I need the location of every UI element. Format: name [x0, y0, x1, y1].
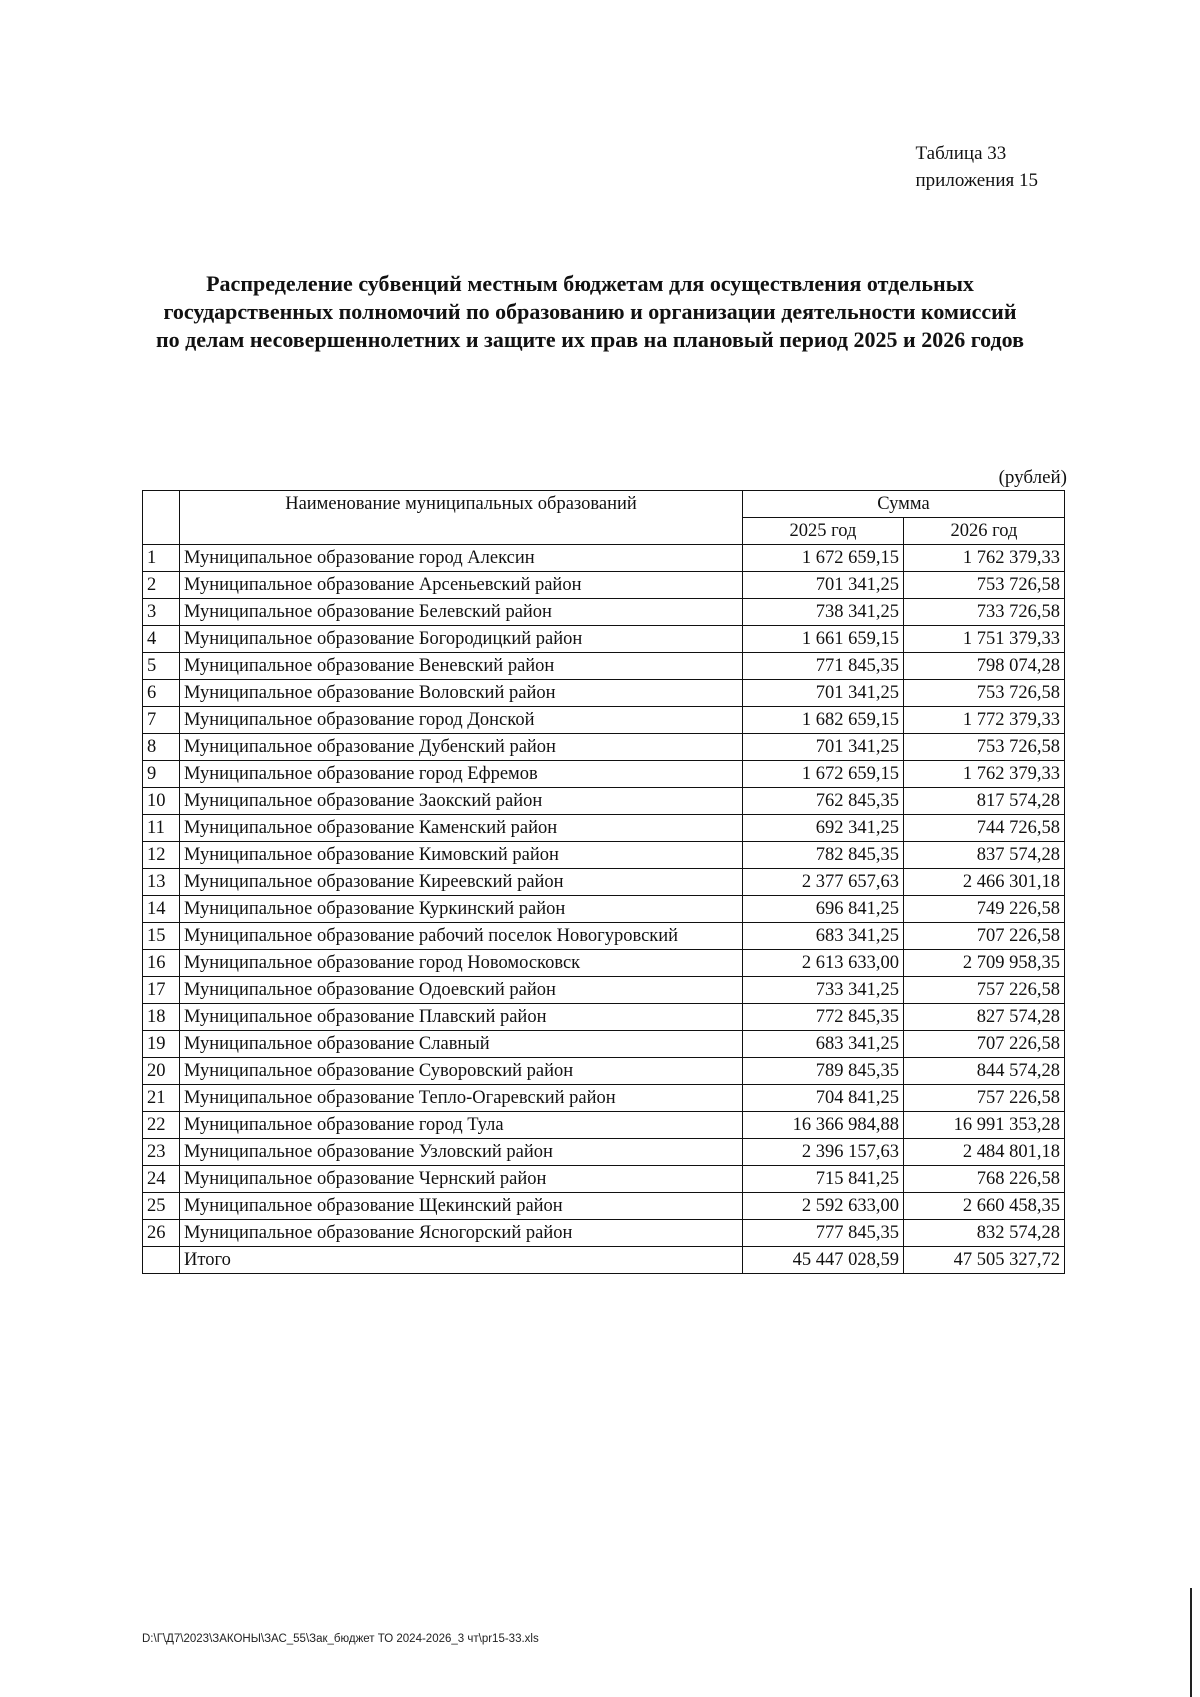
- row-number: 15: [143, 923, 180, 950]
- table-row: [143, 1085, 1065, 1112]
- row-2025: 701 341,25: [743, 680, 904, 707]
- row-2026: 1 772 379,33: [904, 707, 1065, 734]
- total-2026: 47 505 327,72: [904, 1247, 1065, 1274]
- row-number: 23: [143, 1139, 180, 1166]
- table-row: [143, 1193, 1065, 1220]
- table-row: [143, 977, 1065, 1004]
- row-name: Муниципальное образование город Тула: [180, 1112, 743, 1139]
- row-2025: 2 613 633,00: [743, 950, 904, 977]
- scan-edge-line: [1190, 1588, 1192, 1697]
- row-name: Муниципальное образование Плавский район: [180, 1004, 743, 1031]
- subvention-table: [142, 490, 1065, 1274]
- row-number: 3: [143, 599, 180, 626]
- row-2025: 782 845,35: [743, 842, 904, 869]
- row-2026: 707 226,58: [904, 1031, 1065, 1058]
- table-body: [143, 545, 1065, 1247]
- row-name: Муниципальное образование Кимовский район: [180, 842, 743, 869]
- row-2025: 683 341,25: [743, 1031, 904, 1058]
- row-name: Муниципальное образование Куркинский район: [180, 896, 743, 923]
- row-name: Муниципальное образование Киреевский район: [180, 869, 743, 896]
- row-number: 13: [143, 869, 180, 896]
- row-name: Муниципальное образование рабочий поселок Новогуровский: [180, 923, 743, 950]
- row-2025: 2 592 633,00: [743, 1193, 904, 1220]
- row-2025: 771 845,35: [743, 653, 904, 680]
- row-number: 16: [143, 950, 180, 977]
- row-2026: 1 762 379,33: [904, 545, 1065, 572]
- table-row: [143, 545, 1065, 572]
- header-number: [143, 491, 180, 545]
- row-2025: 1 672 659,15: [743, 761, 904, 788]
- row-number: 10: [143, 788, 180, 815]
- row-2026: 2 660 458,35: [904, 1193, 1065, 1220]
- row-2026: 16 991 353,28: [904, 1112, 1065, 1139]
- row-number: 18: [143, 1004, 180, 1031]
- appendix-number: приложения 15: [915, 170, 1038, 191]
- total-number-cell: [143, 1247, 180, 1274]
- row-2026: 753 726,58: [904, 680, 1065, 707]
- row-2025: 738 341,25: [743, 599, 904, 626]
- row-2026: 817 574,28: [904, 788, 1065, 815]
- total-label: Итого: [180, 1247, 743, 1274]
- row-name: Муниципальное образование Богородицкий район: [180, 626, 743, 653]
- table-row: [143, 734, 1065, 761]
- row-2026: 1 751 379,33: [904, 626, 1065, 653]
- row-name: Муниципальное образование Тепло-Огаревский район: [180, 1085, 743, 1112]
- row-2025: 772 845,35: [743, 1004, 904, 1031]
- row-number: 24: [143, 1166, 180, 1193]
- row-2026: 844 574,28: [904, 1058, 1065, 1085]
- row-2025: 1 661 659,15: [743, 626, 904, 653]
- row-number: 12: [143, 842, 180, 869]
- table-row: [143, 815, 1065, 842]
- row-2025: 789 845,35: [743, 1058, 904, 1085]
- table-reference: [916, 140, 1038, 194]
- table-number: Таблица 33: [915, 143, 1007, 164]
- table-row: [143, 1004, 1065, 1031]
- row-2026: 749 226,58: [904, 896, 1065, 923]
- header-year-2026: 2026 год: [904, 518, 1065, 545]
- table-row: [143, 896, 1065, 923]
- row-number: 20: [143, 1058, 180, 1085]
- total-row: [143, 1247, 1065, 1274]
- row-2026: 798 074,28: [904, 653, 1065, 680]
- row-name: Муниципальное образование Узловский район: [180, 1139, 743, 1166]
- row-2026: 832 574,28: [904, 1220, 1065, 1247]
- table-row: [143, 680, 1065, 707]
- row-name: Муниципальное образование город Алексин: [180, 545, 743, 572]
- row-2026: 753 726,58: [904, 734, 1065, 761]
- row-name: Муниципальное образование город Новомосковск: [180, 950, 743, 977]
- row-name: Муниципальное образование Воловский район: [180, 680, 743, 707]
- table-row: [143, 1031, 1065, 1058]
- table-row: [143, 869, 1065, 896]
- row-number: 2: [143, 572, 180, 599]
- row-name: Муниципальное образование город Ефремов: [180, 761, 743, 788]
- table-row: [143, 1112, 1065, 1139]
- row-name: Муниципальное образование Чернский район: [180, 1166, 743, 1193]
- row-2025: 733 341,25: [743, 977, 904, 1004]
- row-number: 25: [143, 1193, 180, 1220]
- row-number: 9: [143, 761, 180, 788]
- row-2025: 704 841,25: [743, 1085, 904, 1112]
- row-2026: 753 726,58: [904, 572, 1065, 599]
- row-name: Муниципальное образование город Донской: [180, 707, 743, 734]
- row-name: Муниципальное образование Щекинский район: [180, 1193, 743, 1220]
- table-row: [143, 950, 1065, 977]
- row-2026: 733 726,58: [904, 599, 1065, 626]
- table-row: [143, 761, 1065, 788]
- table-row: [143, 599, 1065, 626]
- table-row: [143, 1166, 1065, 1193]
- row-name: Муниципальное образование Дубенский район: [180, 734, 743, 761]
- file-path-footer: D:\Г\Д7\2023\ЗАКОНЫ\ЗАС_55\Зак_бюджет ТО 2024-2026_3 чт\pr15-33.xls: [142, 1633, 539, 1645]
- row-name: Муниципальное образование Белевский район: [180, 599, 743, 626]
- row-2026: 2 466 301,18: [904, 869, 1065, 896]
- row-name: Муниципальное образование Славный: [180, 1031, 743, 1058]
- row-2026: 707 226,58: [904, 923, 1065, 950]
- table-row: [143, 1220, 1065, 1247]
- row-number: 5: [143, 653, 180, 680]
- table-row: [143, 1139, 1065, 1166]
- table-row: [143, 653, 1065, 680]
- row-number: 26: [143, 1220, 180, 1247]
- total-2025: 45 447 028,59: [743, 1247, 904, 1274]
- row-2025: 683 341,25: [743, 923, 904, 950]
- row-name: Муниципальное образование Заокский район: [180, 788, 743, 815]
- row-2026: 768 226,58: [904, 1166, 1065, 1193]
- row-2025: 692 341,25: [743, 815, 904, 842]
- row-2025: 696 841,25: [743, 896, 904, 923]
- row-number: 14: [143, 896, 180, 923]
- row-number: 21: [143, 1085, 180, 1112]
- header-year-2025: 2025 год: [743, 518, 904, 545]
- header-sum: Сумма: [743, 491, 1065, 518]
- row-2026: 827 574,28: [904, 1004, 1065, 1031]
- row-2026: 2 709 958,35: [904, 950, 1065, 977]
- row-name: Муниципальное образование Каменский район: [180, 815, 743, 842]
- row-number: 11: [143, 815, 180, 842]
- row-2025: 701 341,25: [743, 572, 904, 599]
- document-title: Распределение субвенций местным бюджетам для осуществления отдельных государственных полномочий по образованию и организации деятельности комиссий по делам несовершеннолетних и защите их прав на плановый период 2025 и 2026 годов: [155, 271, 1025, 352]
- row-2025: 1 672 659,15: [743, 545, 904, 572]
- row-2025: 762 845,35: [743, 788, 904, 815]
- row-number: 4: [143, 626, 180, 653]
- table-row: [143, 572, 1065, 599]
- row-2025: 701 341,25: [743, 734, 904, 761]
- row-number: 8: [143, 734, 180, 761]
- row-2025: 16 366 984,88: [743, 1112, 904, 1139]
- row-2026: 837 574,28: [904, 842, 1065, 869]
- row-name: Муниципальное образование Суворовский район: [180, 1058, 743, 1085]
- row-2026: 744 726,58: [904, 815, 1065, 842]
- row-name: Муниципальное образование Ясногорский район: [180, 1220, 743, 1247]
- row-number: 7: [143, 707, 180, 734]
- table-row: [143, 842, 1065, 869]
- table-row: [143, 626, 1065, 653]
- table-row: [143, 923, 1065, 950]
- row-2025: 1 682 659,15: [743, 707, 904, 734]
- header-name: Наименование муниципальных образований: [180, 491, 743, 545]
- row-number: 22: [143, 1112, 180, 1139]
- row-name: Муниципальное образование Одоевский район: [180, 977, 743, 1004]
- row-2025: 2 396 157,63: [743, 1139, 904, 1166]
- row-number: 6: [143, 680, 180, 707]
- row-2025: 777 845,35: [743, 1220, 904, 1247]
- units-label: (рублей): [998, 467, 1067, 488]
- row-number: 17: [143, 977, 180, 1004]
- row-2026: 2 484 801,18: [904, 1139, 1065, 1166]
- table-row: [143, 788, 1065, 815]
- row-2026: 757 226,58: [904, 977, 1065, 1004]
- row-name: Муниципальное образование Арсеньевский район: [180, 572, 743, 599]
- row-2025: 2 377 657,63: [743, 869, 904, 896]
- table-row: [143, 1058, 1065, 1085]
- row-2026: 757 226,58: [904, 1085, 1065, 1112]
- row-number: 19: [143, 1031, 180, 1058]
- row-2025: 715 841,25: [743, 1166, 904, 1193]
- row-2026: 1 762 379,33: [904, 761, 1065, 788]
- table-row: [143, 707, 1065, 734]
- row-number: 1: [143, 545, 180, 572]
- row-name: Муниципальное образование Веневский район: [180, 653, 743, 680]
